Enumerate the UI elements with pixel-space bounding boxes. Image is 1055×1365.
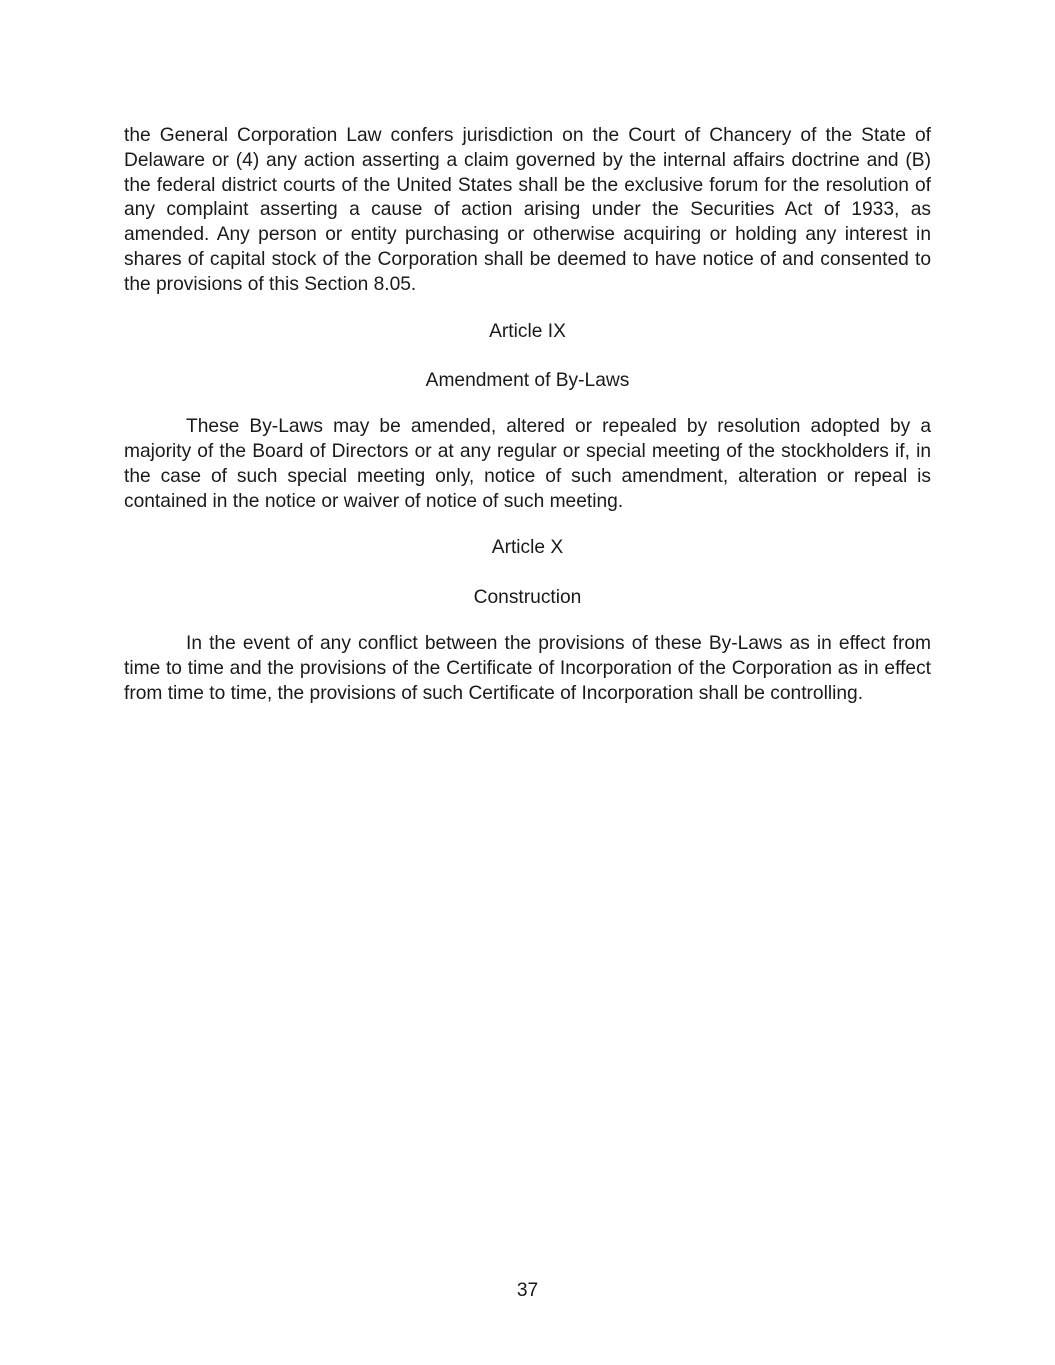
article-x-heading: Article X (491, 537, 564, 559)
page-number: 37 (516, 1280, 539, 1301)
article-ix-body: These By-Laws may be amended, altered or repealed by resolution adopted by a majority of the Board of Directors or at any regular or special meeting of the stockholders if, in the case of such special meeting only, notice of such amendment, alteration or repeal is contained in the notice or waiver of notice of such meeting. (124, 416, 931, 512)
article-x-body: In the event of any conflict between the provisions of these By-Laws as in effect from time to time and the provisions of the Certificate of Incorporation of the Corporation as in effect from time to time, the provisions of such Certificate of Incorporation shall be controlling. (124, 632, 931, 704)
article-ix-title: Amendment of By-Laws (425, 370, 630, 392)
article-ix-heading: Article IX (489, 320, 566, 342)
continuation-paragraph: the General Corporation Law confers jurisdiction on the Court of Chancery of the State of Delaware or (4) any action asserting a claim governed by the internal affairs doctrine and (B) the federal district courts of the United States shall be the exclusive forum for the resolution of any complaint asserting a cause of action arising under the Securities Act of 1933, as amended. Any person or entity purchasing or otherwise acquiring or holding any interest in shares of capital stock of the Corporation shall be deemed to have notice of and consented to the provisions of this Section 8.05. (124, 125, 931, 295)
page-content (124, 124, 931, 706)
article-x-title: Construction (473, 587, 582, 609)
